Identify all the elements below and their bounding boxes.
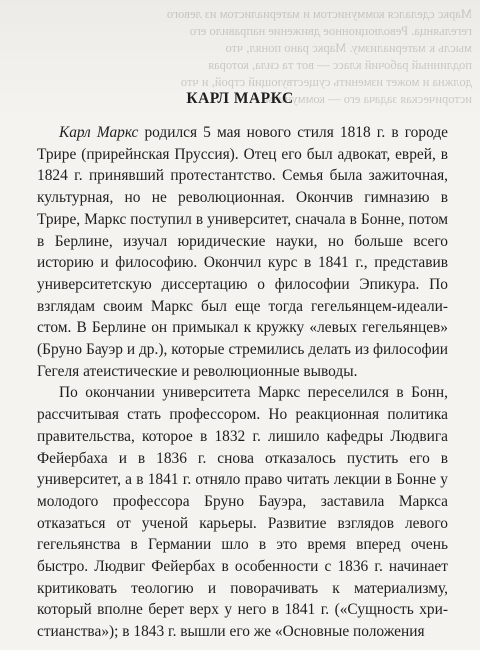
bleed-line: историческая задача его — коммунизм. bbox=[262, 92, 472, 106]
paragraph-lead-italic: Карл Маркс bbox=[59, 124, 139, 141]
bleed-line: должна и может изменить существующий строй, и что bbox=[180, 75, 472, 89]
article-body bbox=[37, 122, 448, 643]
bleed-line: мысль к материализму. Маркс рано понял, что bbox=[225, 41, 472, 55]
paragraph-text: родился 5 мая нового стиля 1818 г. в городе Трире (прирейнская Пруссия). Отец его был адвокат, еврей, в 1824 г. принявший протестантство. Семья была зажиточная, культурная, но не революционная. Окончив гимназию в Трире, Маркс поступил в университет, сначала в Бонне, потом в Берлине, изучал юридические науки, но больше всего историю и философию. Окончил курс в 1841 г., представив университетскую диссертацию о философии Эпикура. По взглядам своим Маркс был еще тогда гегельянцем-идеалистом. В Берлине он примыкал к кружку «левых гегельянцев» (Бруно Бауэр и др.), которые стремились делать из философии Гегеля атеистические и революционные выводы. bbox=[37, 124, 448, 380]
bleed-line: подлинный рабочий класс — вот та сила, которая bbox=[208, 58, 472, 72]
paragraph bbox=[37, 122, 448, 382]
paragraph-text: По окончании университета Маркс переселился в Бонн, рассчитывая стать профессором. Но реакционная политика правительства, которое в 1832 г. лишило кафедры Людвига Фейербаха и в 1836 г. снова отказалось пустить его в университет, а в 1841 г. отняло право читать лекции в Бонне у молодого профессора Бруно Бауэра, заставила Маркса отказаться от ученой карьеры. Развитие взглядов левого гегельянства в Германии шло в это время вперед очень быстро. Людвиг Фейербах в особенности с 1836 г. начинает критиковать теологию и поворачивать к материализму, который вполне берет верх у него в 1841 г. («Сущность христианства»); в 1843 г. вышли его же «Основные положения bbox=[37, 384, 448, 641]
bleed-line: Маркс сделался коммунистом и материалистом из левого bbox=[166, 7, 472, 21]
paragraph bbox=[37, 382, 448, 642]
bleed-line: гегельянца. Революционное движение направило его bbox=[189, 24, 472, 38]
chapter-title: КАРЛ МАРКС bbox=[186, 90, 294, 107]
